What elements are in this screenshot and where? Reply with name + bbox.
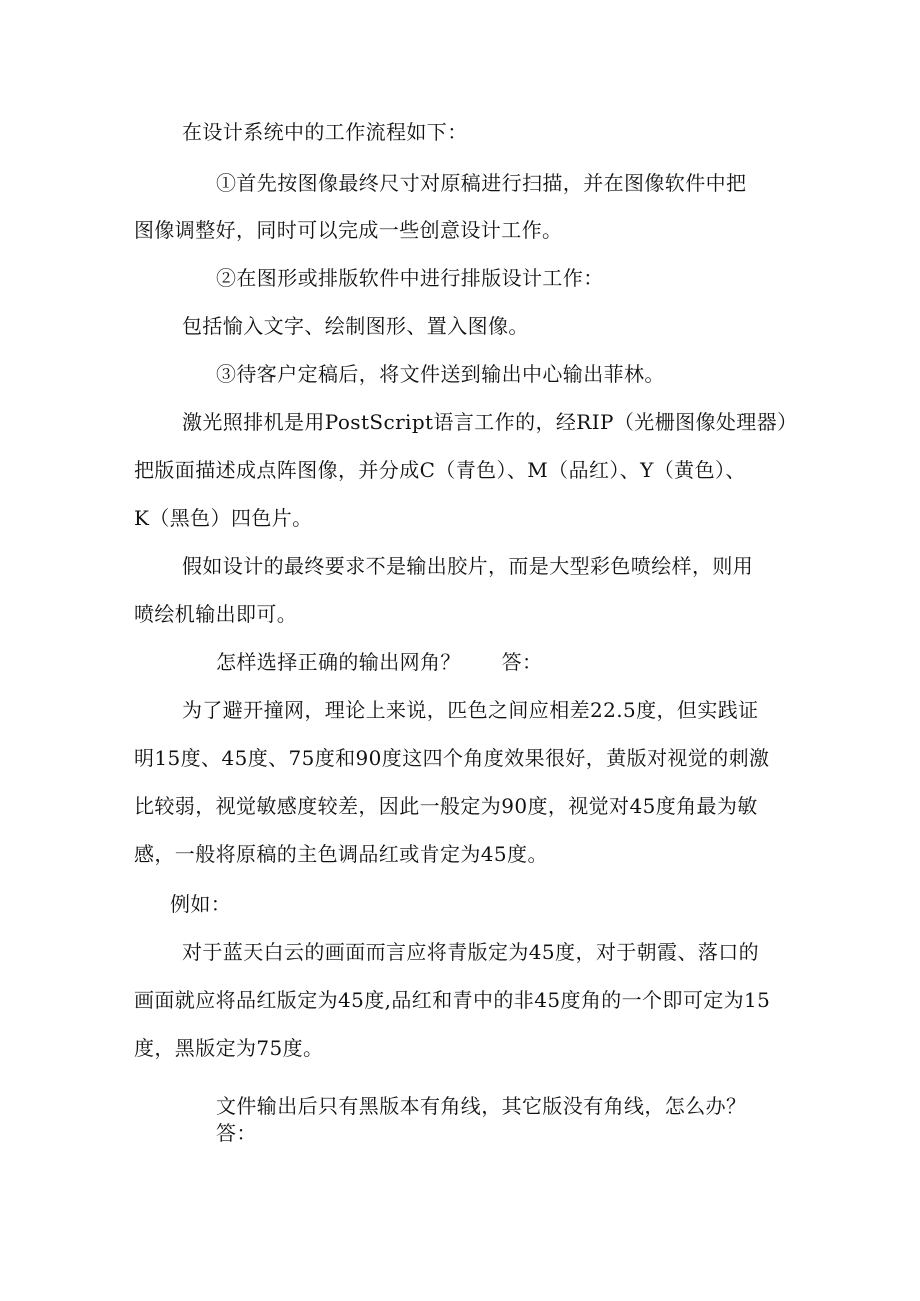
laser-paragraph-line-3: K（黑色）四色片。 — [134, 506, 313, 530]
example-label: 例如： — [170, 892, 232, 916]
example-paragraph-line-1: 对于蓝天白云的画面而言应将青版定为45度，对于朝霞、落口的 — [182, 940, 760, 964]
answer-angle-line-2: 明15度、45度、75度和90度这四个角度效果很好，黄版对视觉的刺激 — [134, 746, 770, 770]
step1-line-2: 图像调整好，同时可以完成一些创意设计工作。 — [134, 218, 563, 242]
question-angle: 怎样选择正确的输出网角？ 答： — [216, 650, 543, 674]
step2-line: ②在图形或排版软件中进行排版设计工作： — [216, 266, 604, 290]
inkjet-paragraph-line-2: 喷绘机输出即可。 — [134, 602, 298, 626]
laser-paragraph-line-1: 激光照排机是用PostScript语言工作的，经RIP（光栅图像处理器） — [182, 410, 798, 434]
step1-line-1: ①首先按图像最终尺寸对原稿进行扫描，并在图像软件中把 — [216, 171, 747, 195]
answer-angle-line-3: 比较弱，视觉敏感度较差，因此一般定为90度，视觉对45度角最为敏 — [134, 794, 758, 818]
answer-angle-line-4: 感，一般将原稿的主色调品红或肯定为45度。 — [134, 842, 548, 866]
example-paragraph-line-2: 画面就应将品红版定为45度,品红和青中的非45度角的一个即可定为15 — [134, 988, 771, 1012]
answer-label: 答： — [216, 1121, 257, 1145]
answer-angle-line-1: 为了避开撞网，理论上来说，匹色之间应相差22.5度，但实践证 — [182, 698, 759, 722]
step2-detail-line: 包括愉入文字、绘制图形、置入图像。 — [182, 314, 529, 338]
inkjet-paragraph-line-1: 假如设计的最终要求不是输出胶片，而是大型彩色喷绘样，则用 — [182, 554, 754, 578]
step3-line: ③待客户定稿后，将文件送到输出中心输出菲林。 — [216, 362, 665, 386]
laser-paragraph-line-2: 把版面描述成点阵图像，并分成C（青色）、M（品红）、Y（黄色）、 — [134, 458, 746, 482]
question-lines: 文件输出后只有黑版本有角线，其它版没有角线，怎么办？ — [216, 1094, 747, 1118]
workflow-title: 在设计系统中的工作流程如下： — [182, 120, 468, 144]
example-paragraph-line-3: 度，黑版定为75度。 — [134, 1036, 324, 1060]
